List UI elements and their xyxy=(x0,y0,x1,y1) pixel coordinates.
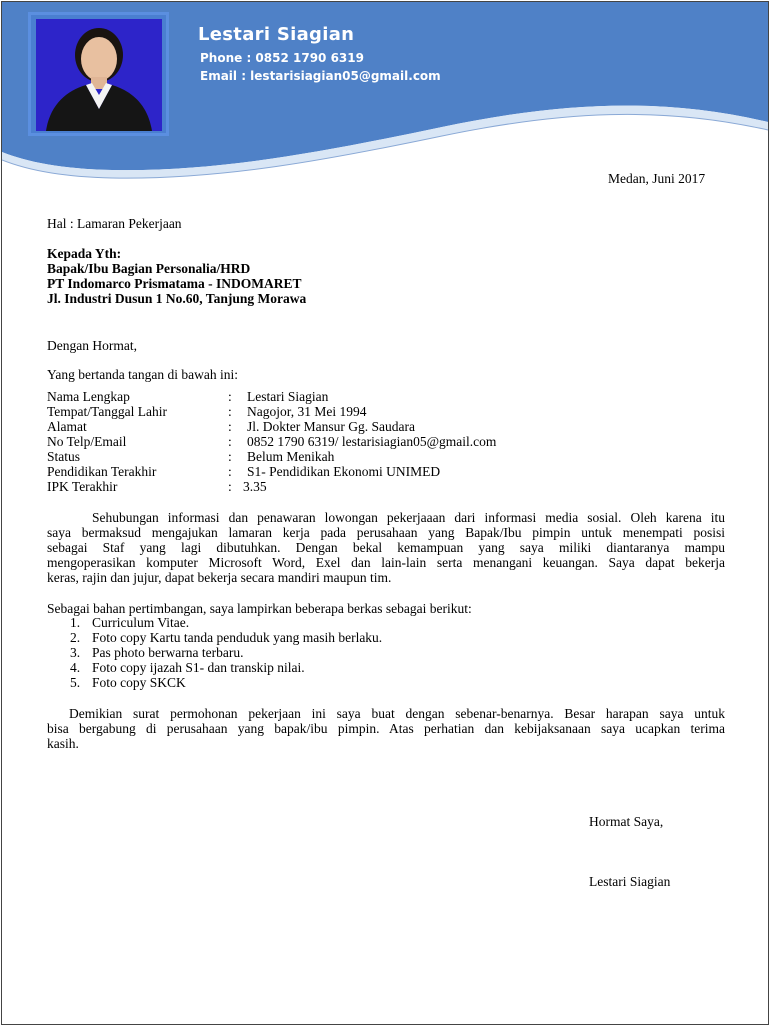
header-phone: Phone : 0852 1790 6319 xyxy=(200,51,364,65)
detail-separator: : xyxy=(228,389,232,404)
attachments-intro: Sebagai bahan pertimbangan, saya lampirkan beberapa berkas sebagai berikut: xyxy=(47,601,472,616)
intro-line: Yang bertanda tangan di bawah ini: xyxy=(47,367,238,382)
detail-value: Lestari Siagian xyxy=(247,389,329,404)
detail-separator: : xyxy=(228,449,232,464)
list-item: Foto copy SKCK xyxy=(92,675,186,690)
paragraph-line: saya bermaksud mengajukan lamaran kerja pada perusahaan yang Bapak/Ibu pimpin untuk menempati posisi xyxy=(47,525,725,540)
list-number: 2. xyxy=(70,630,81,645)
detail-value: Belum Menikah xyxy=(247,449,335,464)
paragraph-line: mengoperasikan komputer Microsoft Word, Exel dan lain-lain serta menangani keuangan. Saya dapat bekerja xyxy=(47,555,725,570)
header-email: Email : lestarisiagian05@gmail.com xyxy=(200,69,441,83)
paragraph-line: bisa bergabung di perusahaan yang bapak/ibu pimpin. Atas perhatian dan kebijaksanaan saya ucapkan terima xyxy=(47,721,725,736)
body-paragraph xyxy=(47,510,725,585)
recipient-line: Kepada Yth: xyxy=(47,246,122,261)
detail-value: Jl. Dokter Mansur Gg. Saudara xyxy=(247,419,415,434)
list-number: 4. xyxy=(70,660,81,675)
detail-label: Tempat/Tanggal Lahir xyxy=(47,404,167,419)
list-item: Pas photo berwarna terbaru. xyxy=(92,645,244,660)
list-item: Foto copy ijazah S1- dan transkip nilai. xyxy=(92,660,305,675)
paragraph-line: Demikian surat permohonan pekerjaan ini saya buat dengan sebenar-benarnya. Besar harapan saya untuk xyxy=(69,706,725,721)
paragraph-line: kasih. xyxy=(47,736,79,751)
list-item: Foto copy Kartu tanda penduduk yang masih berlaku. xyxy=(92,630,383,645)
detail-label: Nama Lengkap xyxy=(47,389,130,404)
paragraph-line: Sehubungan informasi dan penawaran lowongan pekerjaaan dari informasi media sosial. Oleh karena itu xyxy=(92,510,725,525)
place-date: Medan, Juni 2017 xyxy=(608,171,706,186)
recipient-line: PT Indomarco Prismatama - INDOMARET xyxy=(47,276,302,291)
profile-photo xyxy=(36,19,162,131)
subject-line: Hal : Lamaran Pekerjaan xyxy=(47,216,182,231)
recipient-line: Jl. Industri Dusun 1 No.60, Tanjung Morawa xyxy=(47,291,307,306)
detail-label: Pendidikan Terakhir xyxy=(47,464,157,479)
list-number: 1. xyxy=(70,615,81,630)
detail-value: 3.35 xyxy=(243,479,267,494)
detail-separator: : xyxy=(228,479,232,494)
detail-label: No Telp/Email xyxy=(47,434,127,449)
paragraph-line: sebagai Staf yang lagi dibutuhkan. Dengan bekal kemampuan yang saya miliki diantaranya mampu xyxy=(47,540,725,555)
detail-value: S1- Pendidikan Ekonomi UNIMED xyxy=(247,464,441,479)
sign-off: Hormat Saya, xyxy=(589,814,664,829)
detail-separator: : xyxy=(228,404,232,419)
greeting: Dengan Hormat, xyxy=(47,338,137,353)
detail-separator: : xyxy=(228,434,232,449)
portrait-icon xyxy=(36,19,162,131)
detail-value: Nagojor, 31 Mei 1994 xyxy=(247,404,367,419)
detail-separator: : xyxy=(228,419,232,434)
list-number: 5. xyxy=(70,675,81,690)
detail-label: Alamat xyxy=(47,419,87,434)
detail-value: 0852 1790 6319/ lestarisiagian05@gmail.com xyxy=(247,434,497,449)
list-number: 3. xyxy=(70,645,81,660)
detail-label: IPK Terakhir xyxy=(47,479,118,494)
list-item: Curriculum Vitae. xyxy=(92,615,190,630)
profile-photo-frame xyxy=(28,12,169,136)
signature-name: Lestari Siagian xyxy=(589,874,671,889)
closing-paragraph xyxy=(47,706,725,751)
detail-label: Status xyxy=(47,449,81,464)
paragraph-line: keras, rajin dan jujur, dapat bekerja secara mandiri maupun tim. xyxy=(47,570,392,585)
recipient-line: Bapak/Ibu Bagian Personalia/HRD xyxy=(47,261,251,276)
header-name: Lestari Siagian xyxy=(198,24,355,45)
detail-separator: : xyxy=(228,464,232,479)
